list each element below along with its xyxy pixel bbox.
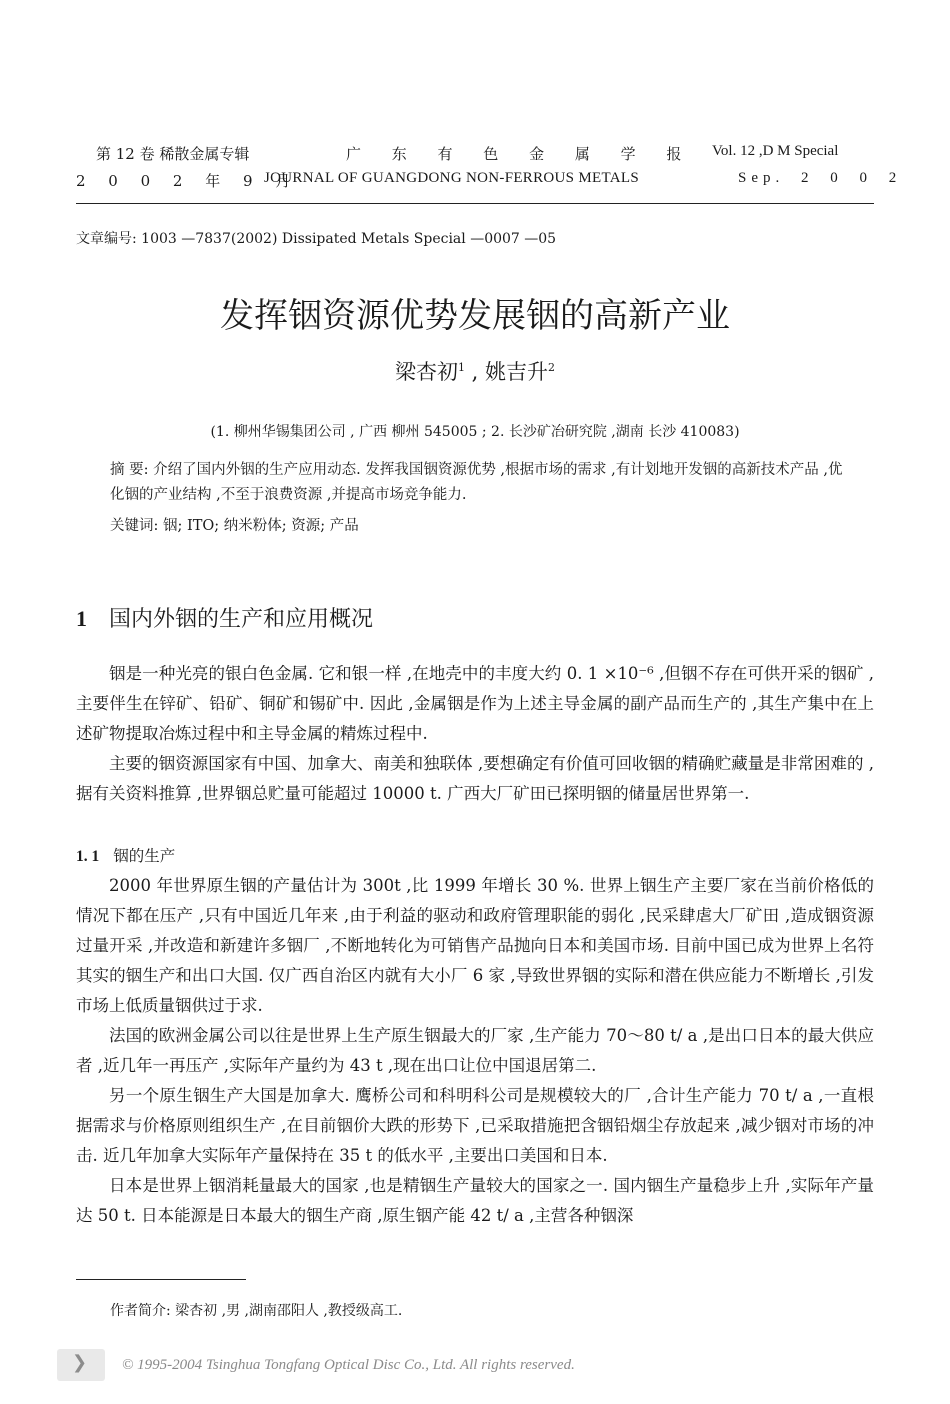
body-paragraph: 铟是一种光亮的银白色金属. 它和银一样 ,在地壳中的丰度大约 0. 1 ×10⁻⁶ ,但铟不存在可供开采的铟矿 ,主要伴生在锌矿、铅矿、铜矿和锡矿中. 因此 ,金属铟是作为上述主导金属的副产品而生产的 ,其生产集中在上述矿物提取冶炼过程中和主导金属的精炼过程中. bbox=[76, 664, 874, 743]
keywords-text: 铟; ITO; 纳米粉体; 资源; 产品 bbox=[163, 518, 359, 534]
author-separator: , bbox=[464, 360, 486, 384]
subsection-number: 1. 1 bbox=[76, 848, 100, 865]
author-name: 姚吉升 bbox=[485, 360, 549, 384]
section-number: 1 bbox=[76, 606, 87, 631]
body-text-block bbox=[76, 871, 874, 1231]
article-number: 文章编号: 1003 —7837(2002) Dissipated Metals Special —0007 —05 bbox=[76, 231, 557, 247]
author-affiliation-mark: 1 bbox=[457, 361, 465, 374]
body-text-block bbox=[76, 659, 874, 809]
author-affiliation-mark: 2 bbox=[548, 361, 556, 374]
header-journal-cn: 广 东 有 色 金 属 学 报 bbox=[346, 145, 695, 163]
header-rule bbox=[76, 203, 874, 204]
header-date-cn: 2 0 0 2 年 9 月 bbox=[76, 172, 300, 190]
keywords bbox=[110, 514, 359, 539]
subsection-heading bbox=[76, 844, 175, 866]
abstract-label: 摘 要: bbox=[110, 462, 149, 478]
body-paragraph: 主要的铟资源国家有中国、加拿大、南美和独联体 ,要想确定有价值可回收铟的精确贮藏量是非常困难的 ,据有关资料推算 ,世界铟总贮量可能超过 10000 t. 广西大厂矿田已探明铟的储量居世界第一. bbox=[76, 754, 874, 803]
header-volume-en: Vol. 12 ,D M Special bbox=[712, 143, 839, 159]
body-paragraph: 法国的欧洲金属公司以往是世界上生产原生铟最大的厂家 ,生产能力 70～80 t/ a ,是出口日本的最大供应者 ,近几年一再压产 ,实际年产量约为 43 t ,现在出口让位中国退居第二. bbox=[76, 1026, 874, 1075]
body-paragraph: 另一个原生铟生产大国是加拿大. 鹰桥公司和科明科公司是规模较大的厂 ,合计生产能力 70 t/ a ,一直根据需求与价格原则组织生产 ,在目前铟价大跌的形势下 ,已采取措施把含铟铅烟尘存放起来 ,减少铟对市场的冲击. 近几年加拿大实际年产量保持在 35 t 的低水平 ,主要出口美国和日本. bbox=[76, 1086, 874, 1165]
header-journal-en: JOURNAL OF GUANGDONG NON-FERROUS METALS bbox=[264, 170, 639, 186]
keywords-label: 关键词: bbox=[110, 518, 159, 534]
author-footnote: 作者简介: 梁杏初 ,男 ,湖南邵阳人 ,教授级高工. bbox=[110, 1303, 403, 1319]
logo-icon: ❯ bbox=[72, 1352, 88, 1373]
subsection-title: 铟的生产 bbox=[113, 847, 176, 865]
header-date-en: Sep. 2 0 0 2 bbox=[738, 170, 902, 186]
author-list bbox=[0, 356, 950, 386]
section-heading bbox=[76, 602, 373, 633]
section-title: 国内外铟的生产和应用概况 bbox=[109, 607, 374, 632]
header-volume: 第 12 卷 稀散金属专辑 bbox=[96, 145, 250, 163]
body-paragraph: 日本是世界上铟消耗量最大的国家 ,也是精铟生产量较大的国家之一. 国内铟生产量稳步上升 ,实际年产量达 50 t. 日本能源是日本最大的铟生产商 ,原生铟产能 42 t/ a ,主营各种铟深 bbox=[76, 1176, 874, 1225]
footnote-rule bbox=[76, 1279, 246, 1280]
body-paragraph: 2000 年世界原生铟的产量估计为 300t ,比 1999 年增长 30 %. 世界上铟生产主要厂家在当前价格低的情况下都在压产 ,只有中国近几年来 ,由于利益的驱动和政府管理职能的弱化 ,民采肆虐大厂矿田 ,造成铟资源过量开采 ,并改造和新建许多铟厂 ,不断地转化为可销售产品抛向日本和美国市场. 目前中国已成为世界上名符其实的铟生产和出口大国. 仅广西自治区内就有大小厂 6 家 ,导致世界铟的实际和潜在供应能力不断增长 ,引发市场上低质量铟供过于求. bbox=[76, 876, 874, 1015]
paper-title: 发挥铟资源优势发展铟的高新产业 bbox=[220, 296, 730, 336]
abstract-text: 介绍了国内外铟的生产应用动态. 发挥我国铟资源优势 ,根据市场的需求 ,有计划地开发铟的高新技术产品 ,优化铟的产业结构 ,不至于浪费资源 ,并提高市场竞争能力. bbox=[110, 462, 843, 503]
copyright-notice: © 1995-2004 Tsinghua Tongfang Optical Disc Co., Ltd. All rights reserved. bbox=[122, 1357, 575, 1373]
author-name: 梁杏初 bbox=[394, 360, 458, 384]
affiliations: (1. 柳州华锡集团公司 , 广西 柳州 545005 ; 2. 长沙矿冶研究院 ,湖南 长沙 410083) bbox=[210, 424, 740, 440]
abstract bbox=[110, 458, 850, 508]
publisher-logo bbox=[57, 1349, 105, 1381]
